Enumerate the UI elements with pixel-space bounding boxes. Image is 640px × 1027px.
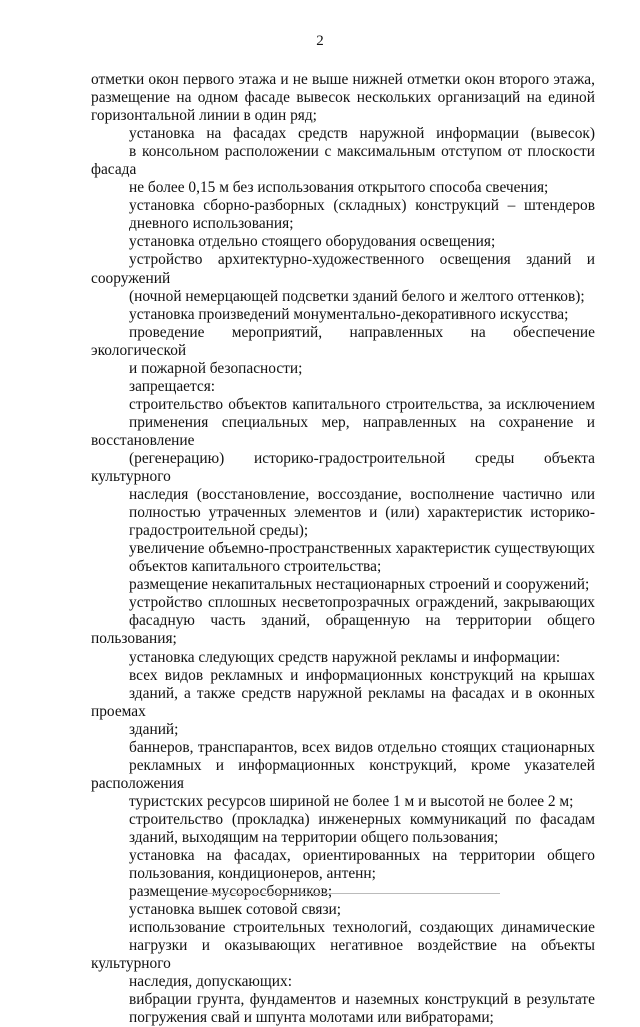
text-line: строительство (прокладка) инженерных коммуникаций по фасадам [129,810,595,828]
text-line: зданий; [129,720,179,738]
text-line: не более 0,15 м без использования открытого способа свечения; [129,179,549,197]
paragraph [91,667,595,739]
text-line: установка на фасадах, ориентированных на территории общего [129,847,595,865]
text-line: рекламных и информационных конструкций, кроме указателей расположения [91,756,595,792]
paragraph [91,125,595,197]
text-line: установка вышек сотовой связи; [129,901,342,919]
text-line: всех видов рекламных и информационных конструкций на крышах [129,666,595,684]
paragraph [91,251,595,305]
text-line: устройство сплошных несветопрозрачных ограждений, закрывающих [129,594,595,612]
bottom-rule [200,893,500,894]
text-line: увеличение объемно-пространственных характеристик существующих [129,540,595,558]
text-line: размещение мусоросборников; [129,883,333,901]
text-line: объектов капитального строительства; [129,558,382,576]
paragraph [91,649,595,667]
text-line: запрещается: [129,377,216,395]
text-line: погружения свай и шпунта молотами или вибраторами; [129,1009,494,1027]
paragraph [91,396,595,540]
text-line: туристских ресурсов шириной не более 1 м и высотой не более 2 м; [129,792,574,810]
paragraph [91,576,595,594]
text-line: размещение на одном фасаде вывесок нескольких организаций на единой [91,89,595,107]
text-line: фасадную часть зданий, обращенную на территории общего пользования; [91,612,595,648]
text-line: пользования, кондиционеров, антенн; [129,865,376,883]
text-line: полностью утраченных элементов и (или) характеристик историко- [129,504,595,522]
text-line: установка произведений монументально-декоративного искусства; [129,305,569,323]
text-line: установка сборно-разборных (складных) конструкций – штендеров [129,197,595,215]
paragraph [91,306,595,324]
text-line: наследия, допускающих: [129,973,292,991]
text-line: проведение мероприятий, направленных на обеспечение экологической [91,323,595,359]
paragraph [91,378,595,396]
paragraph [91,991,595,1027]
text-line: отметки окон первого этажа и не выше нижней отметки окон второго этажа, [91,71,595,88]
paragraph [91,540,595,576]
text-line: градостроительной среды); [129,522,309,540]
text-line: зданий, выходящим на территории общего пользования; [129,828,499,846]
document-body [91,71,595,1027]
text-line: (ночной немерцающей подсветки зданий белого и желтого оттенков); [129,287,585,305]
text-line: вибрации грунта, фундаментов и наземных конструкций в результате [129,991,595,1009]
text-line: (регенерацию) историко-градостроительной среды объекта культурного [91,449,595,486]
text-line: в консольном расположении с максимальным отступом от плоскости фасада [91,143,595,179]
text-line: наследия (восстановление, воссоздание, восполнение частично или [129,486,595,504]
text-line: зданий, а также средств наружной рекламы на фасадах и в оконных проемах [91,684,595,720]
text-line: нагрузки и оказывающих негативное воздействие на объекты культурного [91,937,595,973]
text-line: горизонтальной линии в один ряд; [91,107,317,125]
paragraph [91,811,595,847]
paragraph [91,197,595,233]
page-number: 2 [316,33,324,49]
text-line: дневного использования; [129,215,294,233]
text-line: баннеров, транспарантов, всех видов отдельно стоящих стационарных [129,738,595,756]
text-line: установка следующих средств наружной рекламы и информации: [129,648,561,666]
text-line: установка отдельно стоящего оборудования освещения; [129,233,496,251]
text-line: устройство архитектурно-художественного освещения зданий и сооружений [91,251,595,287]
text-line: и пожарной безопасности; [129,359,303,377]
paragraph [91,919,595,991]
paragraph [91,324,595,378]
paragraph [91,847,595,883]
text-line: строительство объектов капитального строительства, за исключением [129,395,595,413]
text-line: размещение некапитальных нестационарных строений и сооружений; [129,576,590,594]
paragraph [91,594,595,648]
paragraph [91,739,595,811]
paragraph [91,901,595,919]
paragraph [91,71,595,125]
paragraph [91,233,595,251]
text-line: использование строительных технологий, создающих динамические [129,919,595,937]
text-line: применения специальных мер, направленных на сохранение и восстановление [91,413,595,449]
text-line: установка на фасадах средств наружной информации (вывесок) [129,125,595,143]
